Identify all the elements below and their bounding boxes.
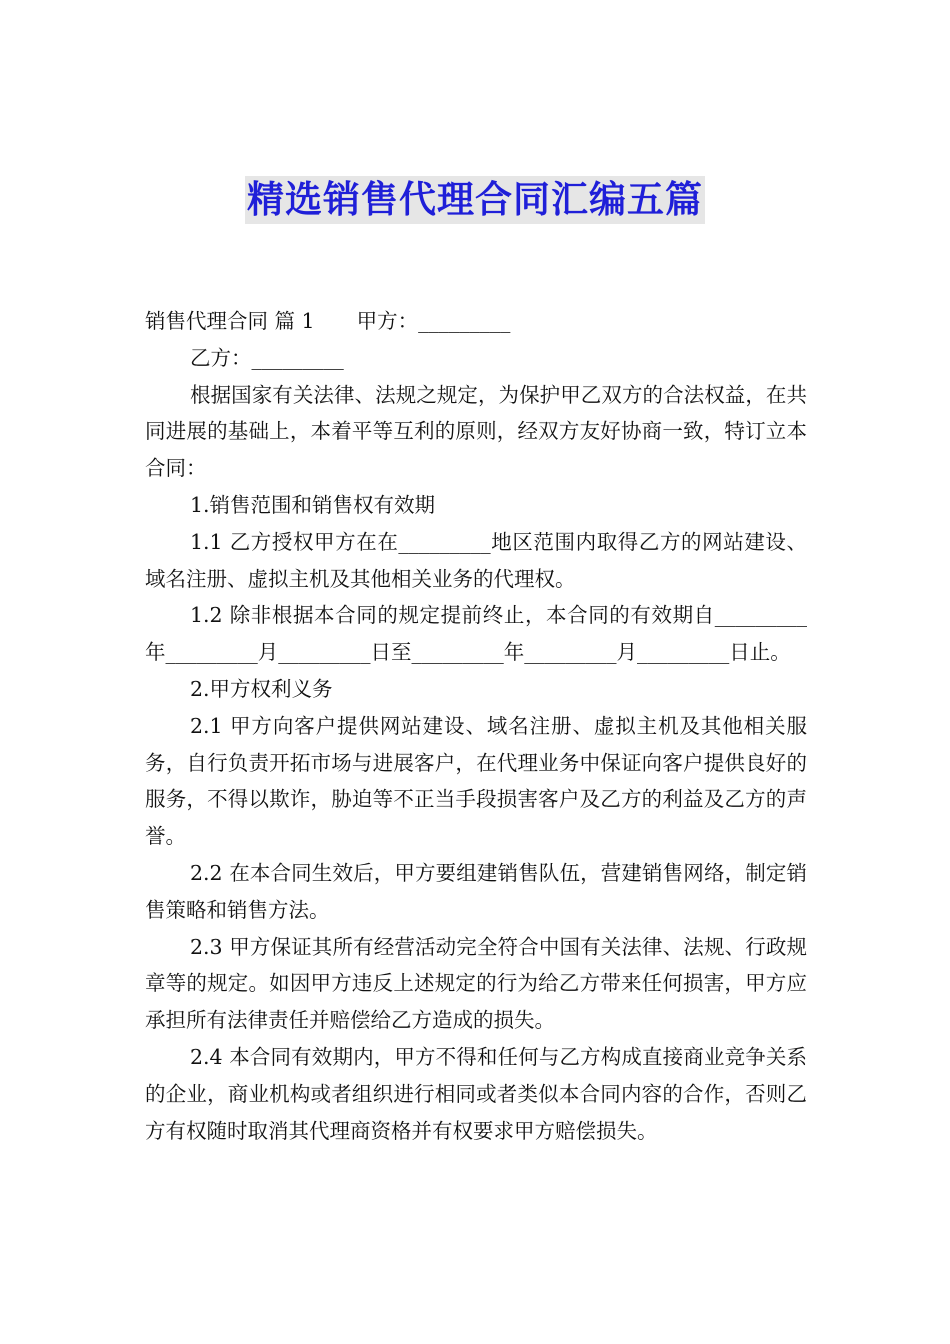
paragraph-preamble: 根据国家有关法律、法规之规定，为保护甲乙双方的合法权益，在共同进展的基础上，本着平等互利的原则，经双方友好协商一致，特订立本合同：: [145, 382, 807, 481]
section-heading-2: 2.甲方权利义务: [190, 676, 333, 701]
clause-1-1: 1.1 乙方授权甲方在在_________地区范围内取得乙方的网站建设、域名注册、虚拟主机及其他相关业务的代理权。: [145, 529, 807, 591]
clause-2-2: 2.2 在本合同生效后，甲方要组建销售队伍，营建销售网络，制定销售策略和销售方法。: [145, 860, 807, 922]
header-line: [145, 303, 807, 340]
party-b-line: 乙方：_________: [190, 345, 344, 370]
clause-2-4: 2.4 本合同有效期内，甲方不得和任何与乙方构成直接商业竞争关系的企业，商业机构或者组织进行相同或者类似本合同内容的合作，否则乙方有权随时取消其代理商资格并有权要求甲方赔偿损失。: [145, 1044, 807, 1143]
clause-2-1: 2.1 甲方向客户提供网站建设、域名注册、虚拟主机及其他相关服务，自行负责开拓市场与进展客户，在代理业务中保证向客户提供良好的服务，不得以欺诈，胁迫等不正当手段损害客户及乙方的利益及乙方的声誉。: [145, 713, 807, 849]
title-container: [0, 176, 950, 224]
clause-2-3: 2.3 甲方保证其所有经营活动完全符合中国有关法律、法规、行政规章等的规定。如因甲方违反上述规定的行为给乙方带来任何损害，甲方应承担所有法律责任并赔偿给乙方造成的损失。: [145, 934, 807, 1033]
document-body: [145, 303, 807, 1149]
party-a-line: 甲方：_________: [356, 309, 511, 333]
section-label: 销售代理合同 篇 1: [145, 309, 315, 333]
document-title: 精选销售代理合同汇编五篇: [245, 176, 705, 224]
section-heading-1: 1.销售范围和销售权有效期: [190, 492, 436, 517]
clause-1-2: 1.2 除非根据本合同的规定提前终止，本合同的有效期自_________年_________月_________日至_________年_________月_________日止。: [145, 603, 807, 665]
